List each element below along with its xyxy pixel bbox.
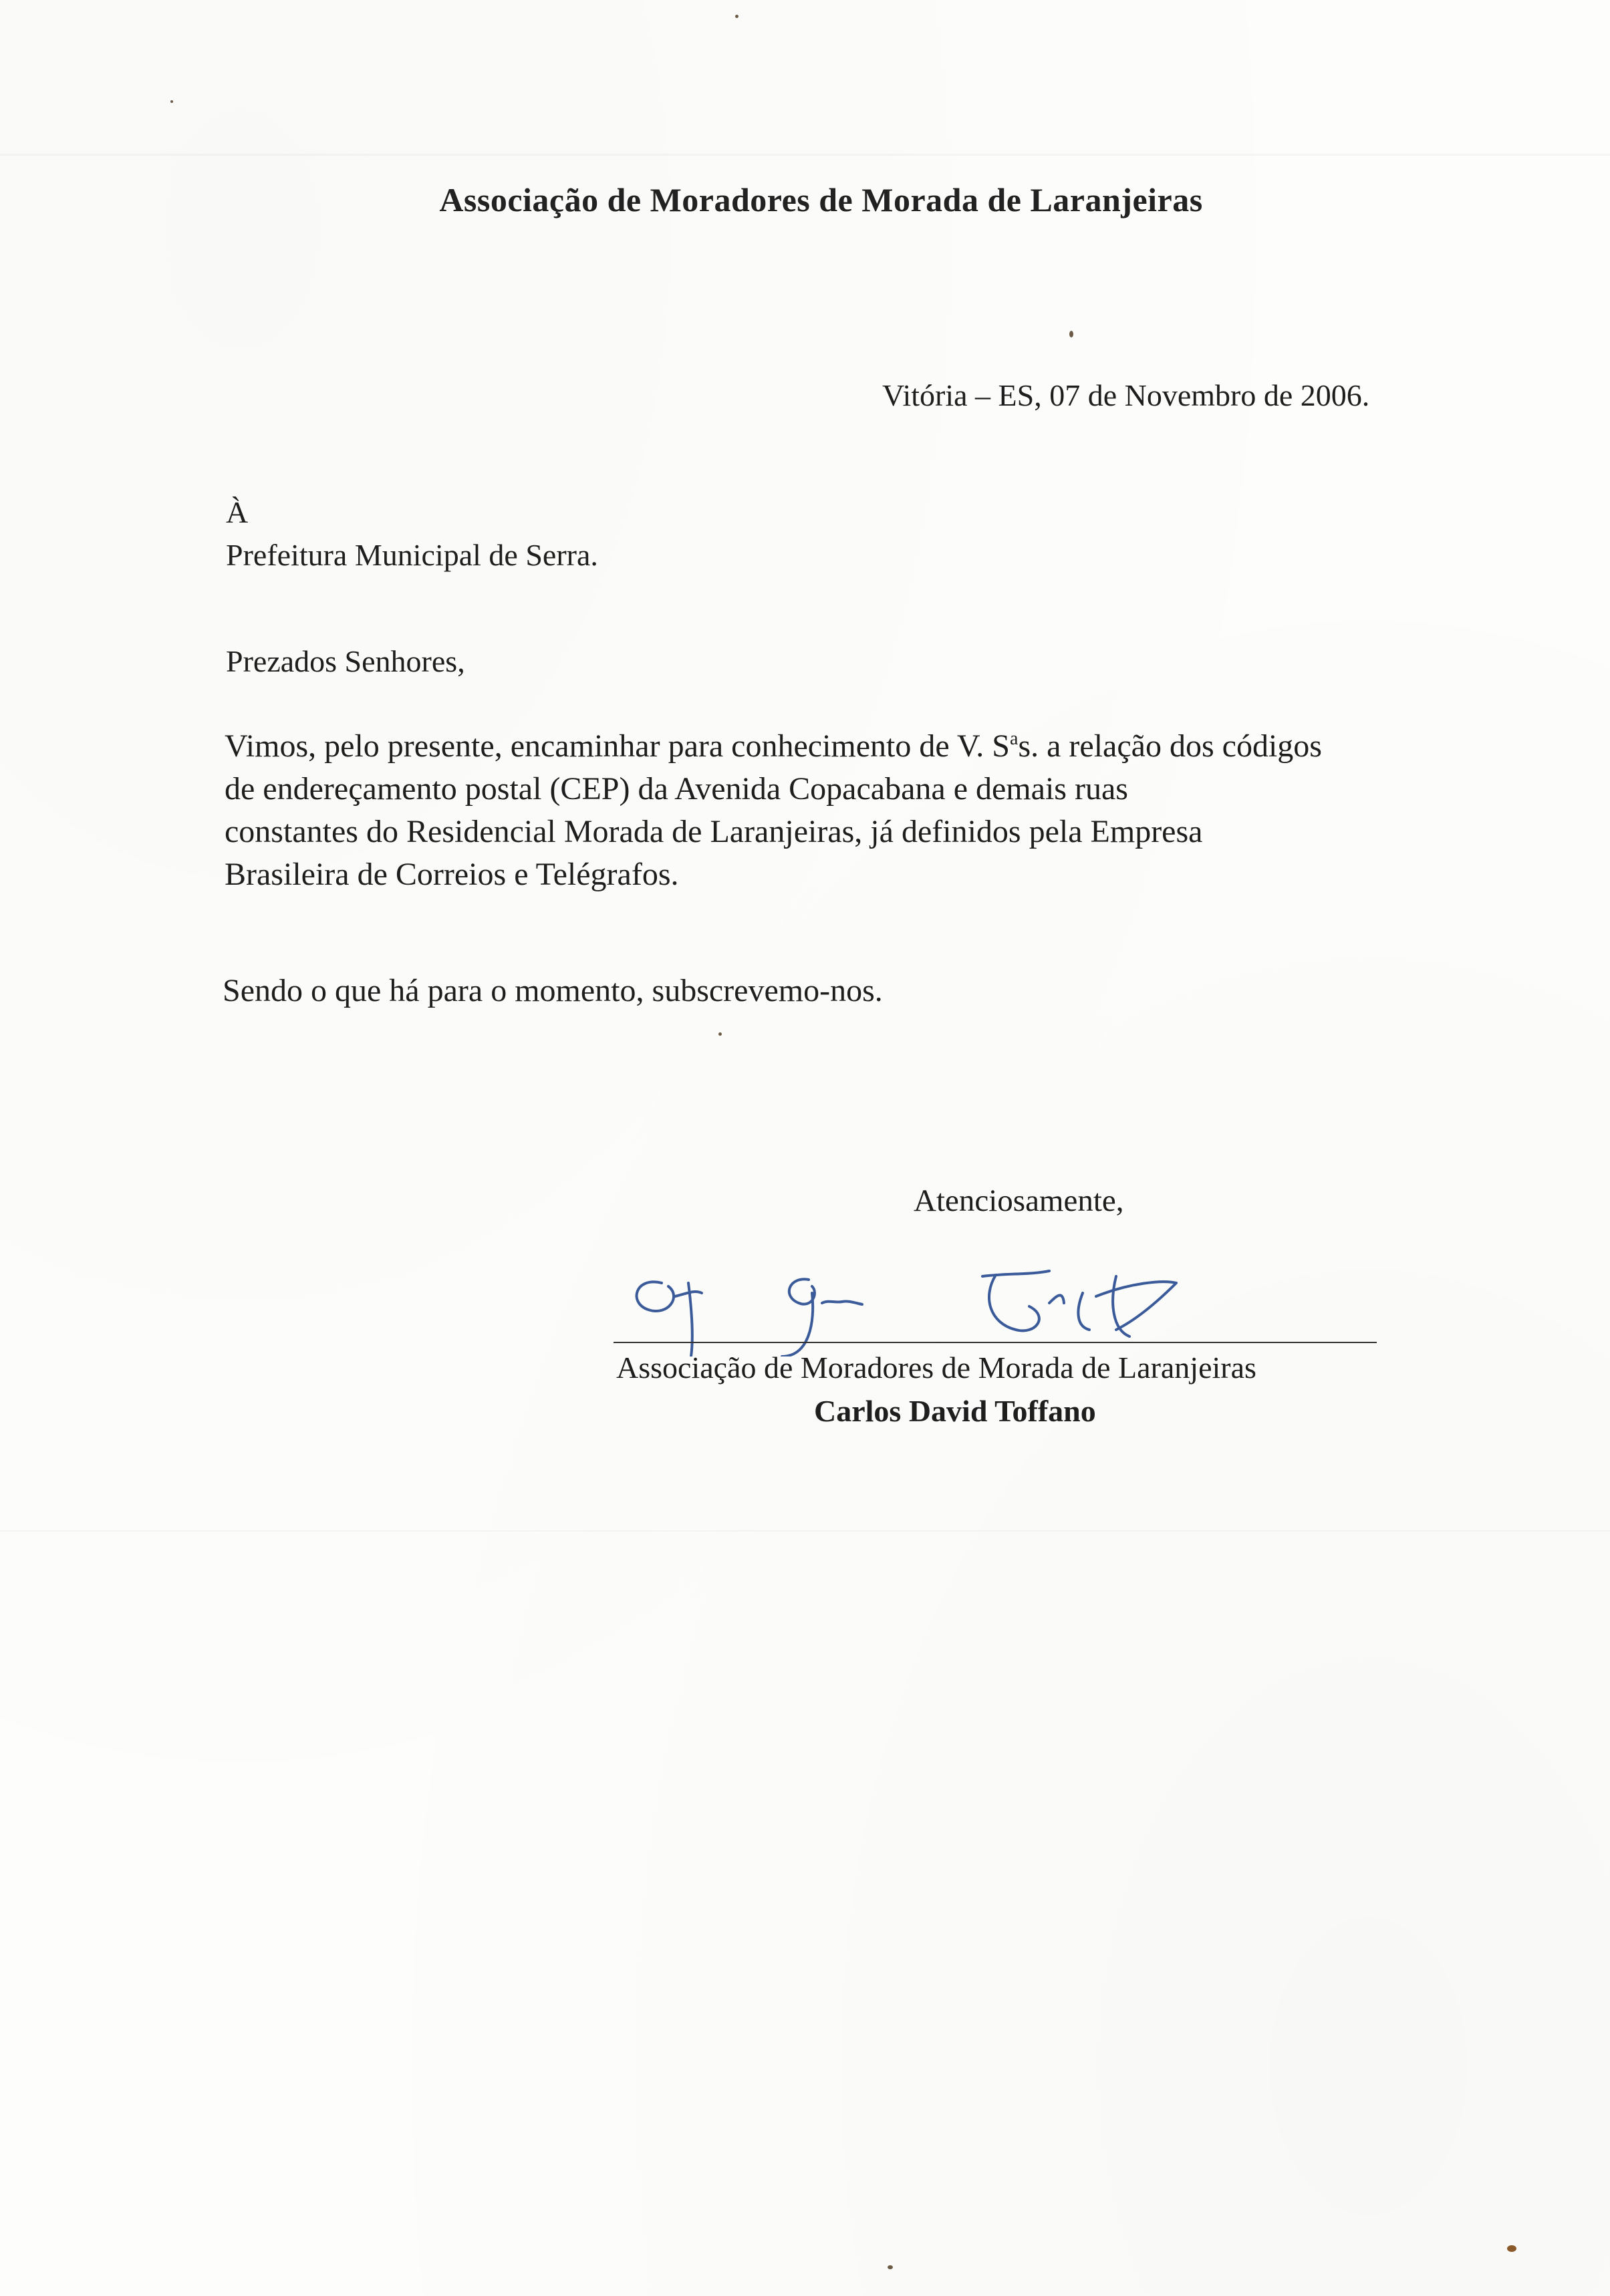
paper-speck bbox=[1507, 2245, 1516, 2252]
body-line: Brasileira de Correios e Telégrafos. bbox=[225, 857, 679, 892]
body-line: constantes do Residencial Morada de Laranjeiras, já definidos pela Empresa bbox=[225, 814, 1203, 849]
letterhead-title: Associação de Moradores de Morada de Laranjeiras bbox=[439, 181, 1203, 219]
signature-stroke bbox=[688, 1283, 692, 1356]
signature-stroke bbox=[982, 1271, 1049, 1330]
signature-stroke bbox=[1049, 1293, 1089, 1330]
recipient-line: À bbox=[226, 495, 249, 529]
body-text-fragment: Vimos, pelo presente, encaminhar para conhecimento de V. S bbox=[225, 728, 1010, 764]
closing-sentence: Sendo o que há para o momento, subscrevemo-nos. bbox=[223, 973, 883, 1008]
salutation: Prezados Senhores, bbox=[226, 644, 465, 678]
signature-stroke bbox=[782, 1279, 815, 1356]
paper-speck bbox=[1069, 331, 1073, 337]
paper-speck bbox=[170, 100, 173, 103]
recipient-block bbox=[226, 491, 598, 577]
paper-speck bbox=[718, 1032, 722, 1036]
body-line: de endereçamento postal (CEP) da Avenida Copacabana e demais ruas bbox=[225, 771, 1128, 807]
complimentary-close: Atenciosamente, bbox=[914, 1183, 1124, 1218]
body-line bbox=[225, 725, 1421, 768]
ordinal-superscript: a bbox=[1010, 728, 1019, 749]
paper-speck bbox=[735, 15, 739, 18]
signature-stroke bbox=[822, 1301, 862, 1304]
signature-stroke bbox=[1096, 1276, 1176, 1336]
letter-body bbox=[225, 725, 1421, 896]
paper-speck bbox=[888, 2265, 893, 2269]
body-text-fragment: s. a relação dos códigos bbox=[1018, 728, 1322, 764]
paper-crease bbox=[0, 1530, 1610, 1532]
recipient-line: Prefeitura Municipal de Serra. bbox=[226, 538, 598, 572]
letter-date: Vitória – ES, 07 de Novembro de 2006. bbox=[882, 378, 1370, 412]
signature-organization: Associação de Moradores de Morada de Laranjeiras bbox=[616, 1350, 1256, 1385]
paper-crease bbox=[0, 154, 1610, 156]
signature-line bbox=[614, 1342, 1377, 1343]
signer-name: Carlos David Toffano bbox=[814, 1394, 1096, 1428]
